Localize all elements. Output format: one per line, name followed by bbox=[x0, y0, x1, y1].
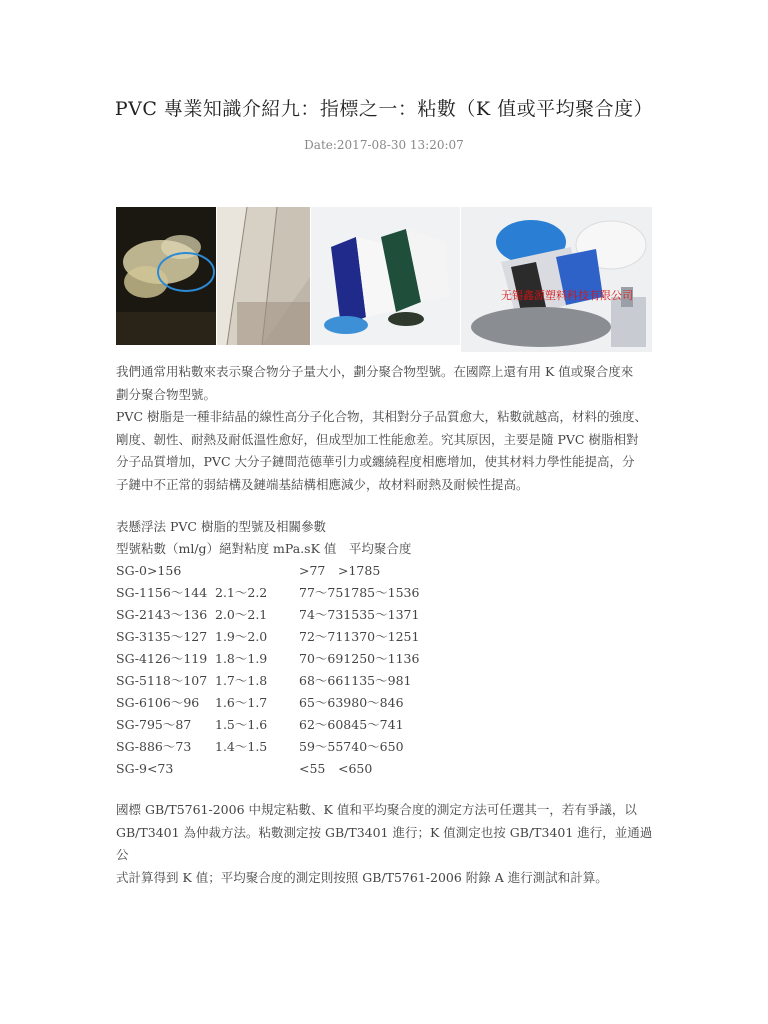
table-row: SG-1156～144 2.1～2.2 77～751785～1536 bbox=[116, 585, 420, 600]
granules-extruder-photo bbox=[461, 207, 652, 352]
intro-section bbox=[116, 361, 656, 496]
intro-line: 剛度、韌性、耐熱及耐低溫性愈好，但成型加工性能愈差。究其原因，主要是隨 PVC 樹脂相對 bbox=[116, 431, 639, 447]
closing-line: 式計算得到 K 值；平均聚合度的測定則按照 GB/T5761-2006 附錄 A 進行測試和計算。 bbox=[116, 869, 608, 885]
closing-line: GB/T3401 為仲裁方法。粘數測定按 GB/T3401 進行；K 值測定也按 GB/T3401 進行，並通過公 bbox=[116, 824, 653, 862]
pvc-grade-table bbox=[116, 516, 516, 780]
table-row: SG-6106～96 1.6～1.7 65～63980～846 bbox=[116, 695, 404, 710]
intro-line: 我們通常用粘數來表示聚合物分子量大小，劃分聚合物型號。在國際上還有用 K 值或聚合度來 bbox=[116, 364, 634, 379]
table-header: 型號粘數（ml/g）絕對粘度 mPa.sK 值 平均聚合度 bbox=[116, 541, 412, 556]
product-photo-strip bbox=[116, 207, 652, 352]
table-row: SG-0>156 >77 >1785 bbox=[116, 563, 381, 578]
table-row: SG-795～87 1.5～1.6 62～60845～741 bbox=[116, 717, 404, 732]
table-caption: 表懸浮法 PVC 樹脂的型號及相關參數 bbox=[116, 519, 326, 534]
closing-line: 國標 GB/T5761-2006 中規定粘數、K 值和平均聚合度的測定方法可任選其一，若有爭議，以 bbox=[116, 802, 637, 817]
intro-line: 子鏈中不正常的弱結構及鏈端基結構相應減少，故材料耐熱及耐候性提高。 bbox=[116, 476, 529, 492]
table-row: SG-9<73 <55 <650 bbox=[116, 761, 373, 776]
table-row: SG-3135～127 1.9～2.0 72～711370～1251 bbox=[116, 629, 420, 644]
table-row: SG-5118～107 1.7～1.8 68～661135～981 bbox=[116, 673, 412, 688]
photo-caption: 无锡鑫源塑料科技有限公司 bbox=[501, 289, 633, 302]
pellets-photo bbox=[116, 207, 216, 345]
table-row: SG-4126～119 1.8～1.9 70～691250～1136 bbox=[116, 651, 420, 666]
article-title: PVC 專業知識介紹九：指標之一：粘數（K 值或平均聚合度） bbox=[114, 98, 654, 120]
intro-line: PVC 樹脂是一種非結晶的線性高分子化合物，其相對分子品質愈大，粘數就越高，材料的強度、 bbox=[116, 409, 647, 424]
table-row: SG-2143～136 2.0～2.1 74～731535～1371 bbox=[116, 607, 420, 622]
intro-line: 分子品質增加，PVC 大分子鏈間范德華引力或纏繞程度相應增加，使其材料力學性能提高，分 bbox=[116, 454, 635, 469]
article-date: Date:2017-08-30 13:20:07 bbox=[304, 138, 464, 152]
table-row: SG-886～73 1.4～1.5 59～55740～650 bbox=[116, 739, 404, 754]
profiles-photo bbox=[311, 207, 460, 345]
intro-line: 劃分聚合物型號。 bbox=[116, 386, 217, 402]
panels-photo bbox=[217, 207, 310, 345]
closing-section bbox=[116, 799, 656, 889]
